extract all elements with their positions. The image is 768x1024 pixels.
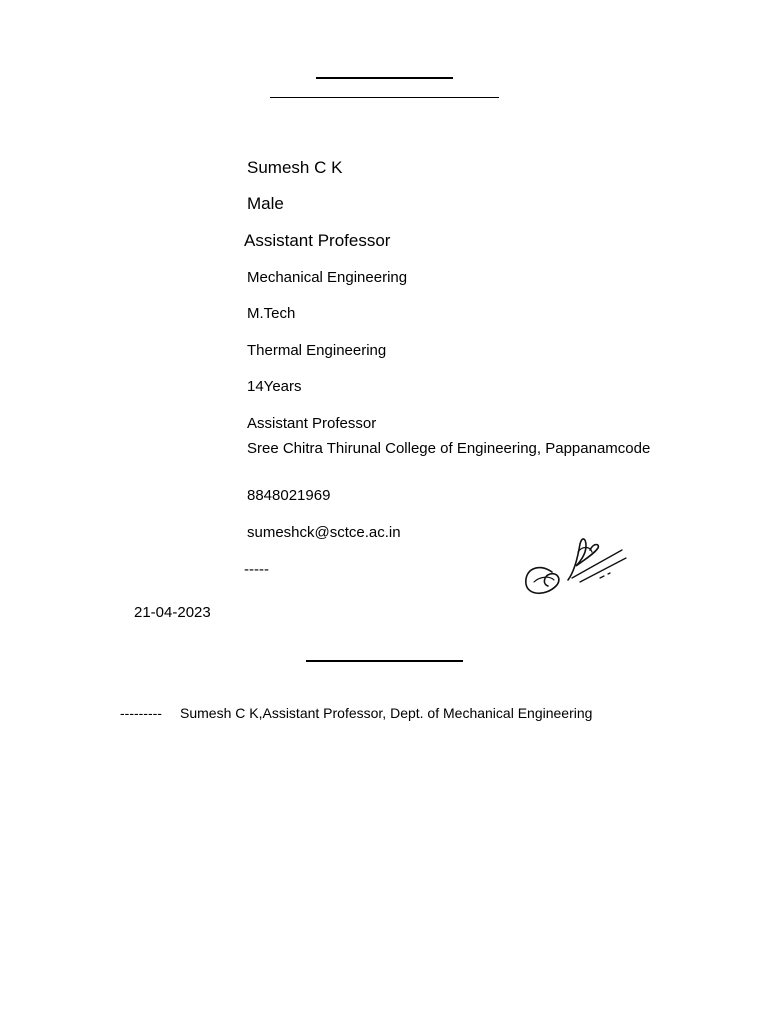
gender-value: Male bbox=[247, 194, 284, 213]
designation-value: Assistant Professor bbox=[244, 231, 391, 250]
qualification-value: M.Tech bbox=[247, 305, 296, 322]
header-rule-bottom bbox=[270, 97, 499, 98]
email-value: sumeshck@sctce.ac.in bbox=[247, 524, 401, 541]
date-value: 21-04-2023 bbox=[134, 604, 211, 621]
signatory-line: Sumesh C K,Assistant Professor, Dept. of Mechanical Engineering bbox=[180, 705, 593, 721]
current-position-value: Assistant Professor bbox=[247, 415, 377, 432]
handwritten-signature bbox=[520, 532, 630, 602]
header-rule-top bbox=[316, 77, 453, 79]
experience-value: 14Years bbox=[247, 378, 302, 395]
specialization-value: Thermal Engineering bbox=[247, 342, 387, 359]
phone-value: 8848021969 bbox=[247, 487, 331, 504]
department-value: Mechanical Engineering bbox=[247, 269, 408, 286]
placeholder-dashes: ----- bbox=[244, 561, 269, 578]
signature-rule bbox=[306, 660, 463, 662]
institution-value: Sree Chitra Thirunal College of Engineering, Pappanamcode bbox=[247, 440, 651, 457]
signatory-dashes: --------- bbox=[120, 705, 162, 721]
name-value: Sumesh C K bbox=[247, 158, 343, 177]
